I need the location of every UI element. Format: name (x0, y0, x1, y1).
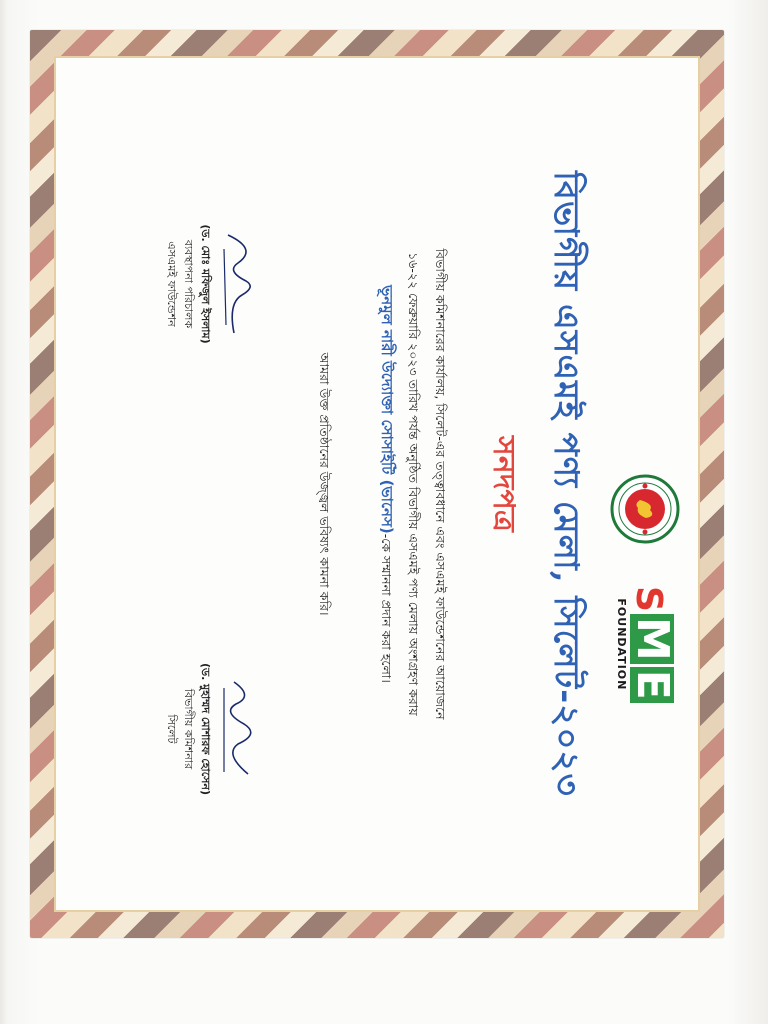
body-line-2: ১৬-২২ ফেব্রুয়ারি ২০২৩ তারিখ পর্যন্ত অনুষ্ঠিত বিভাগীয় এসএমই পণ্য মেলায় অংশগ্রহণ করায় (406, 252, 421, 716)
bangladesh-government-seal-icon (610, 474, 680, 544)
sme-letter-s: S (628, 586, 670, 612)
organization-name: ভূনমুল নারী উদ্যোক্তা সোসাইটি (ভানেস) (378, 285, 396, 534)
body-line-1: বিভাগীয় কমিশনারের কার্যালয়, সিলেট-এর তত্ত্বাবধানে এবং এসএমই ফাউন্ডেশনের আয়োজনে (433, 248, 448, 720)
signature-block-left (163, 174, 264, 394)
certificate-content (64, 64, 704, 904)
signatory-left-org: এসএমই ফাউন্ডেশন (165, 241, 178, 327)
certificate-title: বিভাগীয় এসএমই পণ্য মেলা, সিলেট-২০২৩ (546, 171, 586, 797)
signature-right-icon (218, 674, 264, 784)
sme-letter-m: M (631, 614, 675, 664)
closing-line: আমরা উক্ত প্রতিষ্ঠানের উজ্জ্বল ভবিষ্যৎ কামনা করি। (317, 352, 332, 616)
body-line-3-text: -কে সম্মাননা প্রদান করা হলো। (379, 533, 394, 683)
body-line-3 (373, 124, 400, 844)
signatory-left-name: (ড. মোঃ মফিজুল ইসলাম) (199, 224, 212, 344)
signatory-right-title: বিভাগীয় কমিশনার (182, 688, 195, 770)
certificate-subtitle: সনদপত্র (486, 436, 521, 532)
signatory-right-name: (ড. মুহাম্মদ মোশারফ হোসেন) (199, 662, 212, 796)
signature-block-right (163, 619, 264, 839)
signature-left-icon (218, 229, 264, 339)
signatory-right-org: সিলেট (165, 714, 178, 744)
signatory-left-title: ব্যবস্থাপনা পরিচালক (182, 239, 195, 329)
sme-letter-e: E (631, 667, 675, 703)
sme-foundation-text: FOUNDATION (615, 598, 629, 691)
sme-wordmark (627, 586, 679, 703)
logo-row (610, 474, 680, 703)
sme-foundation-logo (615, 586, 679, 703)
certificate-body (373, 124, 454, 844)
